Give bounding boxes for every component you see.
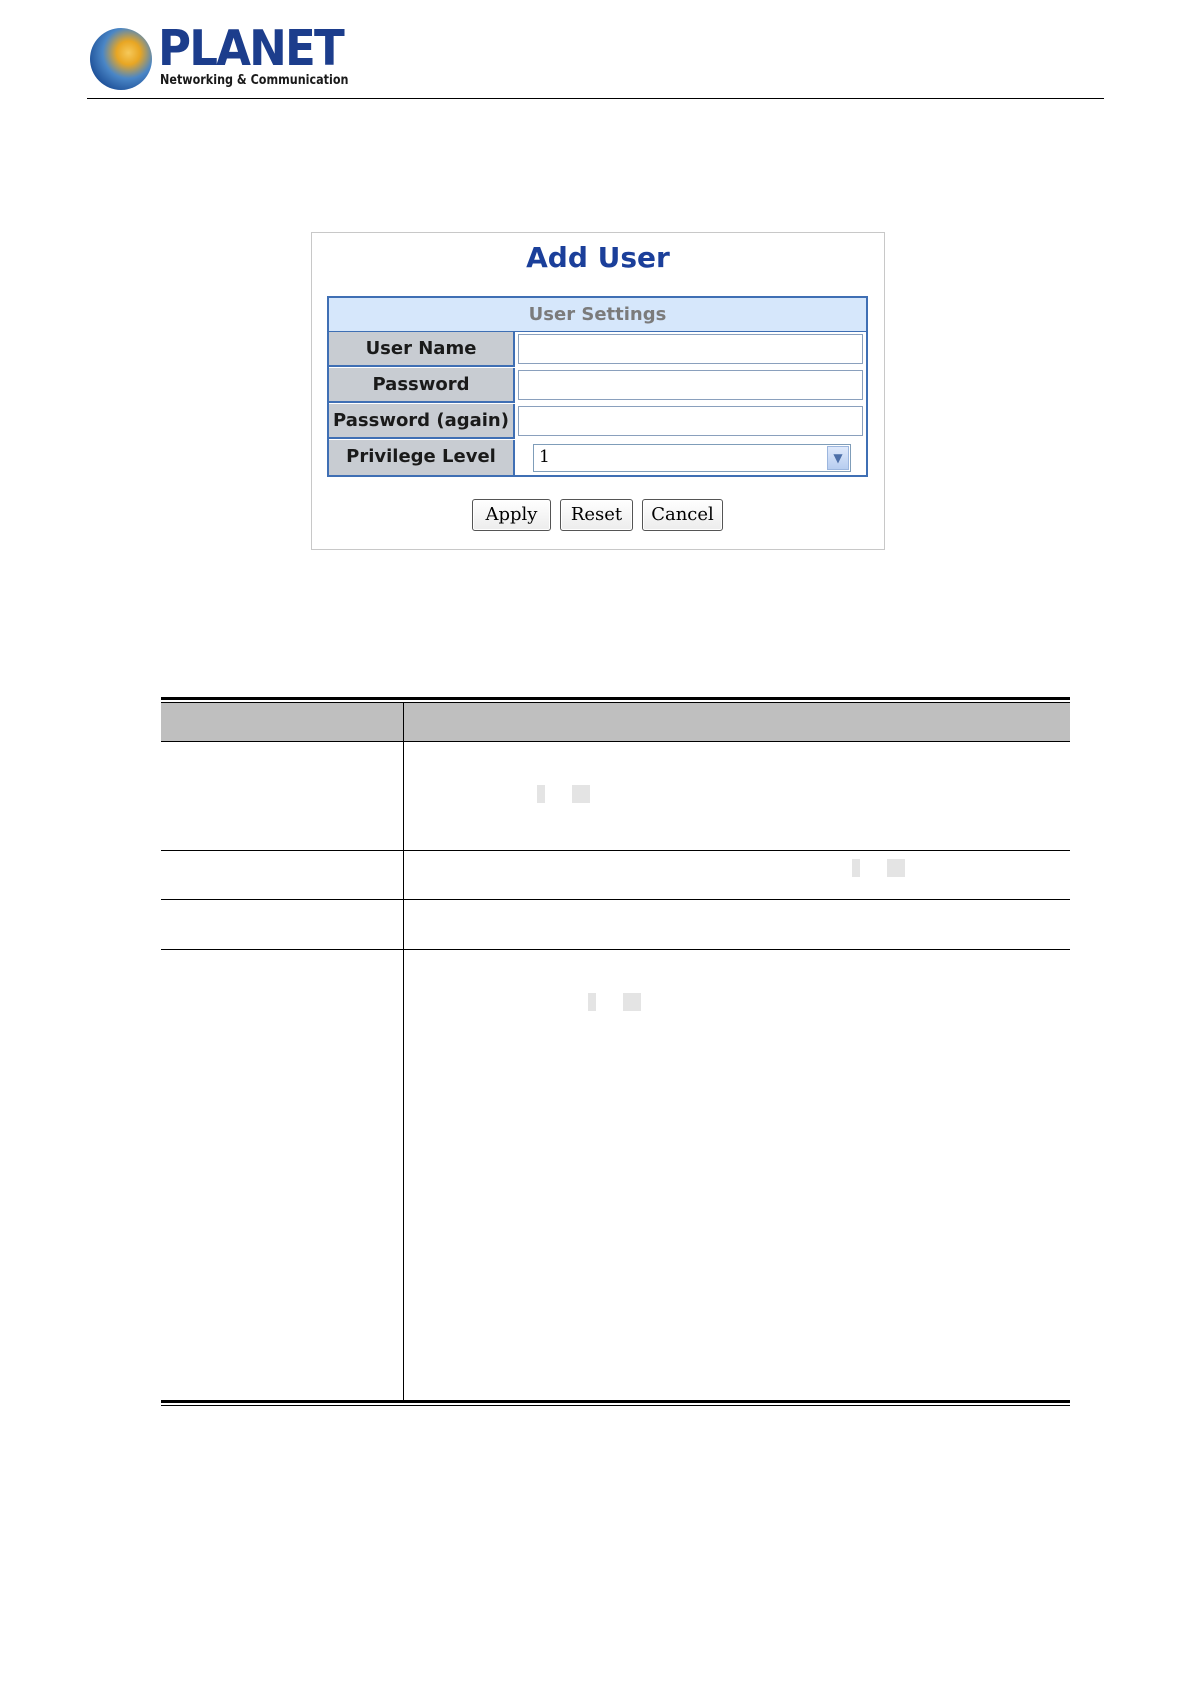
user-settings-table (327, 296, 868, 477)
faint-mark (588, 993, 596, 1011)
privilege-level-row (329, 440, 866, 476)
parameter-description-table (161, 697, 1070, 1407)
privilege-level-label: Privilege Level (329, 440, 515, 475)
faint-mark (537, 785, 545, 803)
page-title: Add User (526, 241, 670, 274)
password-again-row (329, 404, 866, 440)
add-user-panel (311, 232, 885, 550)
table-header-rule (161, 741, 1070, 742)
password-again-label: Password (again) (329, 404, 515, 439)
globe-logo-icon (90, 28, 152, 90)
table-header-row (161, 703, 1070, 741)
table-row-divider (161, 899, 1070, 900)
reset-button[interactable]: Reset (560, 499, 633, 531)
faint-mark (887, 859, 905, 877)
user-name-input[interactable] (518, 334, 863, 364)
table-bottom-rule (161, 1400, 1070, 1403)
header-divider (87, 98, 1104, 99)
password-row (329, 368, 866, 404)
password-again-input[interactable] (518, 406, 863, 436)
table-top-rule (161, 697, 1070, 700)
logo-tagline: Networking & Communication (160, 73, 349, 88)
faint-mark (572, 785, 590, 803)
user-name-label: User Name (329, 332, 515, 367)
password-label: Password (329, 368, 515, 403)
logo-brand: PLANET (158, 20, 343, 77)
faint-mark (623, 993, 641, 1011)
privilege-level-select[interactable] (533, 444, 851, 472)
chevron-down-icon[interactable]: ▼ (827, 446, 849, 470)
apply-button[interactable]: Apply (472, 499, 551, 531)
table-row-divider (161, 949, 1070, 950)
faint-mark (852, 859, 860, 877)
cancel-button[interactable]: Cancel (642, 499, 723, 531)
password-input[interactable] (518, 370, 863, 400)
table-row-divider (161, 850, 1070, 851)
section-header: User Settings (329, 298, 866, 332)
user-name-row (329, 332, 866, 368)
privilege-level-value: 1 (539, 447, 550, 467)
table-bottom-rule-thin (161, 1405, 1070, 1406)
planet-logo (90, 20, 349, 92)
table-column-divider (403, 703, 404, 1400)
